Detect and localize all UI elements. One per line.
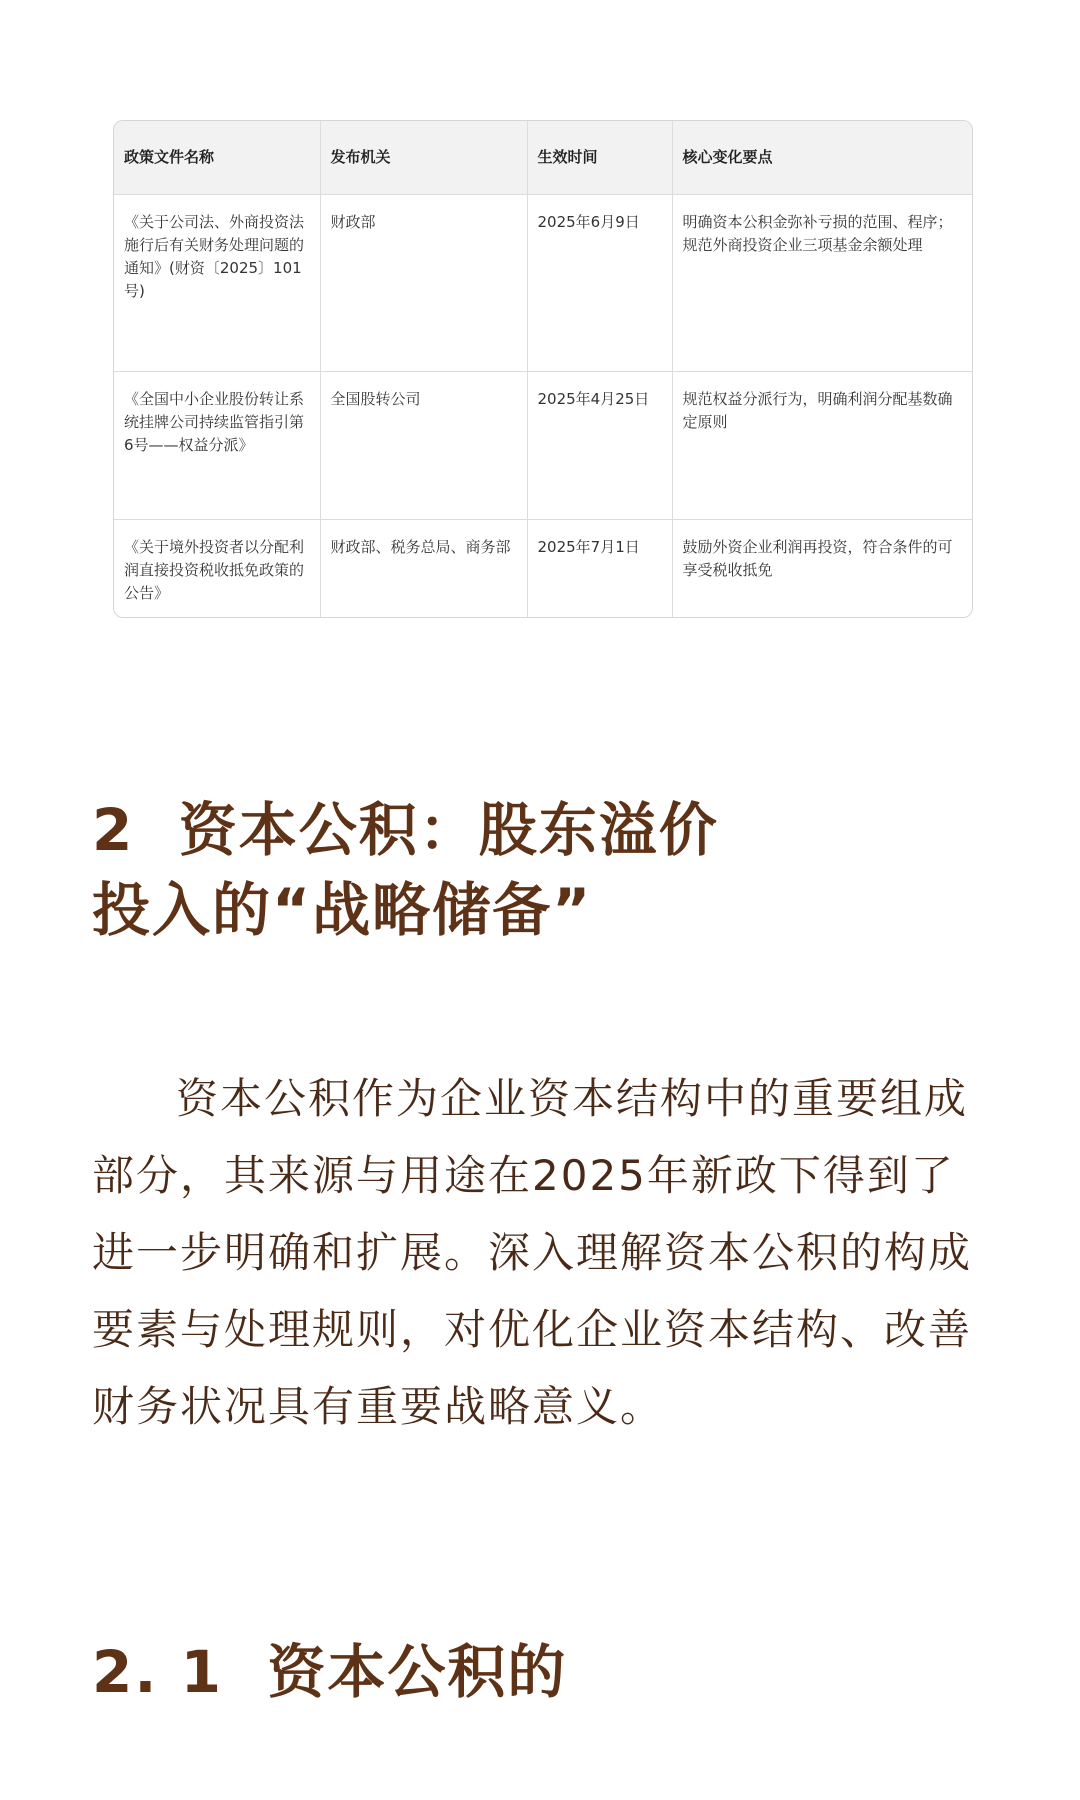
policy-table [114, 121, 972, 618]
section-2-heading [92, 790, 992, 950]
cell-effective-date: 2025年4月25日 [527, 372, 672, 520]
header-effective-date: 生效时间 [527, 121, 672, 195]
cell-issuer: 全国股转公司 [320, 372, 527, 520]
section-2-paragraph: 资本公积作为企业资本结构中的重要组成部分，其来源与用途在2025年新政下得到了进一步明确和扩展。深入理解资本公积的构成要素与处理规则，对优化企业资本结构、改善财务状况具有重要战略意义。 [92, 1074, 973, 1431]
table-row [114, 195, 972, 372]
cell-effective-date: 2025年7月1日 [527, 520, 672, 619]
cell-issuer: 财政部 [320, 195, 527, 372]
section-2-1-heading: 2. 1 资本公积的 [92, 1638, 568, 1706]
cell-key-changes: 明确资本公积金弥补亏损的范围、程序；规范外商投资企业三项基金余额处理 [672, 195, 972, 372]
cell-key-changes: 鼓励外资企业利润再投资，符合条件的可享受税收抵免 [682, 538, 953, 579]
header-key-changes: 核心变化要点 [672, 121, 972, 195]
table-row [114, 372, 972, 520]
section-2-heading-line2: 投入的“战略储备” [92, 876, 593, 944]
header-policy-name: 政策文件名称 [114, 121, 320, 195]
cell-effective-date: 2025年6月9日 [527, 195, 672, 372]
header-issuer: 发布机关 [320, 121, 527, 195]
cell-issuer: 财政部、税务总局、商务部 [320, 520, 527, 619]
cell-key-changes: 规范权益分派行为，明确利润分配基数确定原则 [672, 372, 972, 520]
cell-policy-name: 《关于公司法、外商投资法施行后有关财务处理问题的通知》(财资〔2025〕101号) [114, 195, 320, 372]
section-2-heading-line1: 2 资本公积：股东溢价 [92, 796, 719, 864]
table-header [114, 121, 972, 195]
cell-policy-name: 《关于境外投资者以分配利润直接投资税收抵免政策的公告》 [114, 520, 320, 619]
policy-table-card [113, 120, 973, 618]
table-row [114, 520, 972, 619]
cell-policy-name: 《全国中小企业股份转让系统挂牌公司持续监管指引第6号——权益分派》 [114, 372, 320, 520]
